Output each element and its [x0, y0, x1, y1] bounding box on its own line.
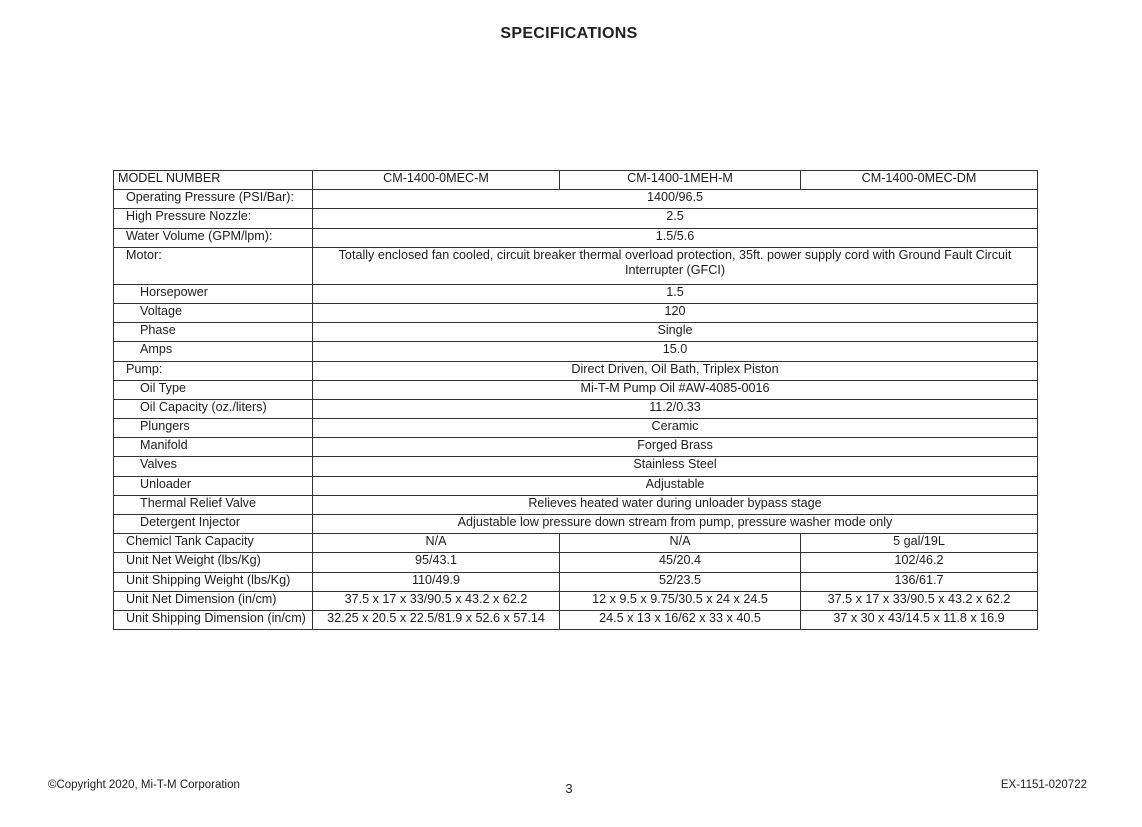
row-value: Totally enclosed fan cooled, circuit breaker thermal overload protection, 35ft. power supply cord with Ground Fault Circuit Interrupter (GFCI): [313, 247, 1038, 284]
row-label: Detergent Injector: [114, 515, 313, 534]
table-row: [114, 610, 1038, 629]
row-label: Oil Type: [114, 380, 313, 399]
row-value: 1.5/5.6: [313, 228, 1038, 247]
row-value: 15.0: [313, 342, 1038, 361]
table-row: [114, 534, 1038, 553]
row-value: 120: [313, 303, 1038, 322]
row-label: Plungers: [114, 419, 313, 438]
row-value: 52/23.5: [560, 572, 801, 591]
row-value: 37.5 x 17 x 33/90.5 x 43.2 x 62.2: [313, 591, 560, 610]
table-header-row: [114, 171, 1038, 190]
table-row: [114, 209, 1038, 228]
row-value: 110/49.9: [313, 572, 560, 591]
table-row: [114, 495, 1038, 514]
table-row: [114, 419, 1038, 438]
row-value: Mi-T-M Pump Oil #AW-4085-0016: [313, 380, 1038, 399]
table-row: [114, 284, 1038, 303]
table-row: [114, 190, 1038, 209]
table-row: [114, 361, 1038, 380]
table-row: [114, 515, 1038, 534]
row-value: N/A: [560, 534, 801, 553]
table-row: [114, 457, 1038, 476]
model-number-label: MODEL NUMBER: [114, 171, 313, 190]
row-label: Chemicl Tank Capacity: [114, 534, 313, 553]
row-label: High Pressure Nozzle:: [114, 209, 313, 228]
copyright-text: ©Copyright 2020, Mi-T-M Corporation: [48, 779, 240, 791]
row-value: 11.2/0.33: [313, 399, 1038, 418]
row-label: Pump:: [114, 361, 313, 380]
row-value: Direct Driven, Oil Bath, Triplex Piston: [313, 361, 1038, 380]
row-value: Adjustable low pressure down stream from pump, pressure washer mode only: [313, 515, 1038, 534]
table-row: [114, 553, 1038, 572]
row-label: Amps: [114, 342, 313, 361]
row-label: Unloader: [114, 476, 313, 495]
row-value: 5 gal/19L: [801, 534, 1038, 553]
row-label: Manifold: [114, 438, 313, 457]
row-value: Stainless Steel: [313, 457, 1038, 476]
table-row: [114, 247, 1038, 284]
row-value: 37.5 x 17 x 33/90.5 x 43.2 x 62.2: [801, 591, 1038, 610]
model-column-header: CM-1400-1MEH-M: [560, 171, 801, 190]
row-value: Single: [313, 323, 1038, 342]
row-value: 1400/96.5: [313, 190, 1038, 209]
table-row: [114, 476, 1038, 495]
page-title: SPECIFICATIONS: [500, 25, 638, 42]
row-value: 12 x 9.5 x 9.75/30.5 x 24 x 24.5: [560, 591, 801, 610]
row-value: 45/20.4: [560, 553, 801, 572]
row-label: Phase: [114, 323, 313, 342]
document-code: EX-1151-020722: [1000, 779, 1087, 791]
model-column-header: CM-1400-0MEC-M: [313, 171, 560, 190]
row-label: Water Volume (GPM/lpm):: [114, 228, 313, 247]
table-row: [114, 342, 1038, 361]
table-row: [114, 572, 1038, 591]
row-value: 136/61.7: [801, 572, 1038, 591]
row-value: Relieves heated water during unloader bypass stage: [313, 495, 1038, 514]
table-row: [114, 228, 1038, 247]
row-value: 24.5 x 13 x 16/62 x 33 x 40.5: [560, 610, 801, 629]
row-value: Ceramic: [313, 419, 1038, 438]
row-label: Operating Pressure (PSI/Bar):: [114, 190, 313, 209]
table-row: [114, 323, 1038, 342]
row-value: Forged Brass: [313, 438, 1038, 457]
row-value: N/A: [313, 534, 560, 553]
table-row: [114, 303, 1038, 322]
row-label: Horsepower: [114, 284, 313, 303]
table-row: [114, 438, 1038, 457]
specifications-table: [113, 170, 1038, 630]
row-value: 37 x 30 x 43/14.5 x 11.8 x 16.9: [801, 610, 1038, 629]
table-row: [114, 380, 1038, 399]
row-label: Unit Net Dimension (in/cm): [114, 591, 313, 610]
row-value: 2.5: [313, 209, 1038, 228]
row-label: Unit Shipping Dimension (in/cm): [114, 610, 313, 629]
row-value: 102/46.2: [801, 553, 1038, 572]
table-row: [114, 399, 1038, 418]
row-value: 32.25 x 20.5 x 22.5/81.9 x 52.6 x 57.14: [313, 610, 560, 629]
row-label: Motor:: [114, 247, 313, 284]
page-number: 3: [565, 781, 573, 796]
row-label: Valves: [114, 457, 313, 476]
row-value: 95/43.1: [313, 553, 560, 572]
row-label: Unit Net Weight (lbs/Kg): [114, 553, 313, 572]
row-label: Oil Capacity (oz./liters): [114, 399, 313, 418]
row-label: Voltage: [114, 303, 313, 322]
row-label: Unit Shipping Weight (lbs/Kg): [114, 572, 313, 591]
table-row: [114, 591, 1038, 610]
row-label: Thermal Relief Valve: [114, 495, 313, 514]
model-column-header: CM-1400-0MEC-DM: [801, 171, 1038, 190]
row-value: 1.5: [313, 284, 1038, 303]
row-value: Adjustable: [313, 476, 1038, 495]
